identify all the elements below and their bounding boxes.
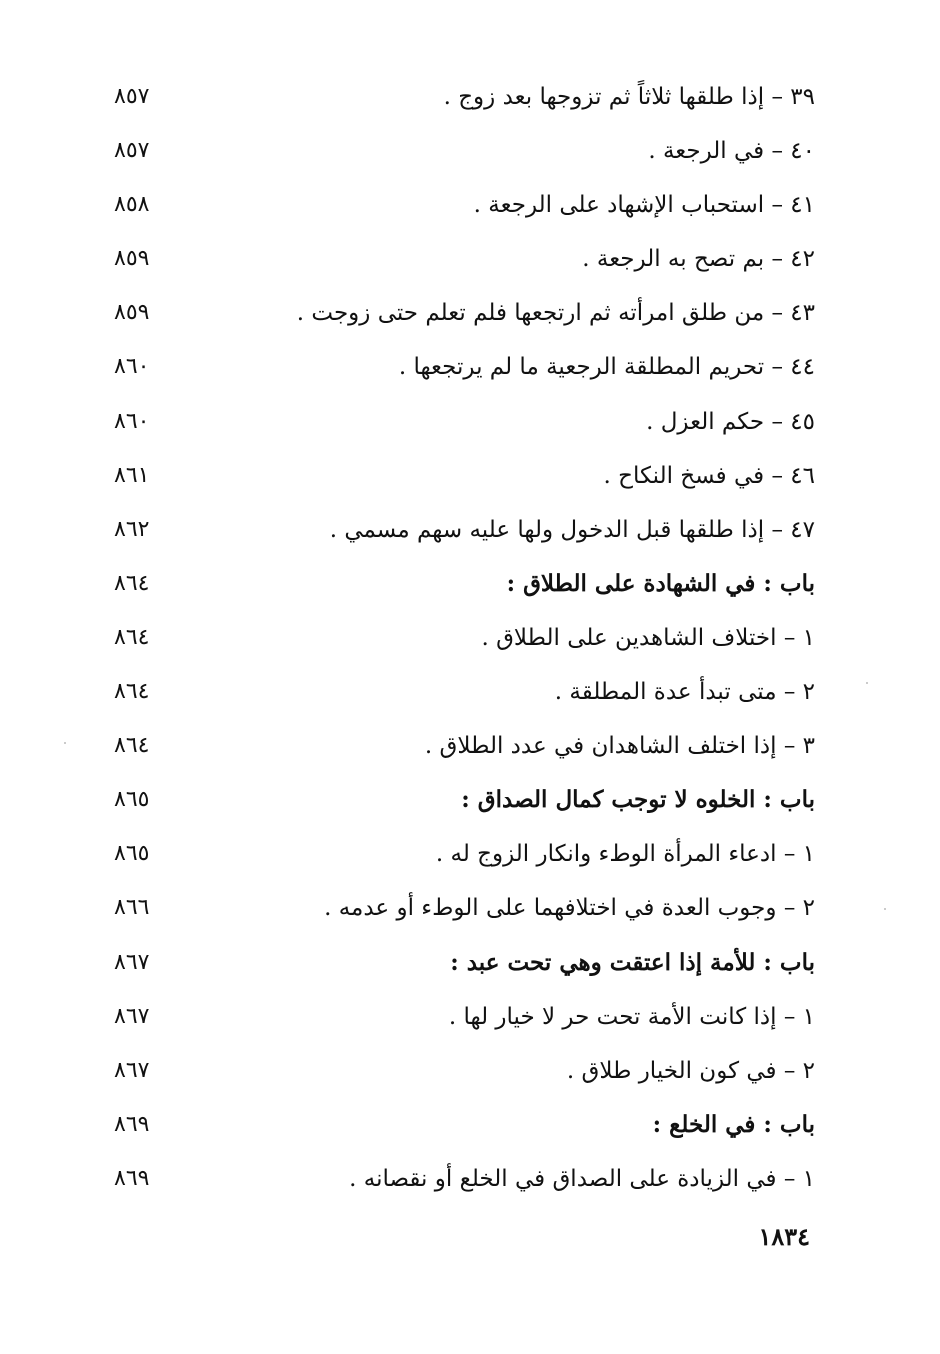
page-number: ١٨٣٤: [758, 1222, 810, 1251]
entry-page-number: ٨٦٧: [114, 1003, 150, 1029]
entry-page-number: ٨٦٤: [114, 679, 150, 705]
entry-page-number: ٨٦٠: [114, 408, 150, 434]
entry-page-number: ٨٥٨: [114, 192, 150, 218]
toc-section-heading: [100, 559, 815, 613]
toc-entry: [100, 883, 815, 937]
entry-title: ٤٦ – في فسخ النكاح .: [603, 462, 815, 489]
entry-title: ٤٢ – بم تصح به الرجعة .: [582, 246, 815, 273]
scan-speck: [866, 682, 868, 684]
toc-entry: [100, 1154, 815, 1208]
entry-title: ٢ – متى تبدأ عدة المطلقة .: [554, 679, 815, 706]
entry-title: ٢ – وجوب العدة في اختلافهما على الوطء أو عدمه .: [324, 895, 815, 922]
entry-page-number: ٨٦٥: [114, 841, 150, 867]
entry-title: ١ – ادعاء المرأة الوطء وانكار الزوج له .: [435, 841, 815, 868]
toc-entry: [100, 342, 815, 396]
entry-page-number: ٨٦٦: [114, 895, 150, 921]
entry-page-number: ٨٥٩: [114, 300, 150, 326]
toc-entry: [100, 451, 815, 505]
entry-title: ١ – إذا كانت الأمة تحت حر لا خيار لها .: [448, 1003, 815, 1030]
entry-page-number: ٨٥٩: [114, 246, 150, 272]
toc-section-heading: [100, 775, 815, 829]
section-heading-text: باب : في الخلع :: [652, 1110, 815, 1138]
entry-title: ٢ – في كون الخيار طلاق .: [566, 1057, 815, 1084]
entry-page-number: ٨٦٠: [114, 354, 150, 380]
entry-page-number: ٨٥٧: [114, 138, 150, 164]
toc-entry: [100, 288, 815, 342]
scan-speck: [884, 908, 886, 910]
entry-title: ١ – اختلاف الشاهدين على الطلاق .: [481, 624, 815, 651]
entry-title: ٤٤ – تحريم المطلقة الرجعية ما لم يرتجعها .: [398, 354, 815, 381]
entry-title: ٤٧ – إذا طلقها قبل الدخول ولها عليه سهم مسمي .: [329, 516, 815, 543]
entry-title: ٤٠ – في الرجعة .: [648, 138, 815, 165]
entry-page-number: ٨٦٤: [114, 733, 150, 759]
toc-entry: [100, 721, 815, 775]
entry-page-number: ٨٦١: [114, 462, 150, 488]
entry-page-number: ٨٦٧: [114, 949, 150, 975]
entry-title: ٣٩ – إذا طلقها ثلاثاً ثم تزوجها بعد زوج .: [443, 84, 815, 110]
scan-speck: [64, 742, 66, 744]
entry-page-number: ٨٥٧: [114, 84, 150, 109]
entry-title: ٤٥ – حكم العزل .: [646, 408, 815, 435]
toc-entry: [100, 1046, 815, 1100]
entry-page-number: ٨٦٥: [114, 787, 150, 813]
toc-section-heading: [100, 1100, 815, 1154]
toc-entry: [100, 667, 815, 721]
entry-title: ٣ – إذا اختلف الشاهدان في عدد الطلاق .: [424, 733, 815, 760]
toc-entry: [100, 126, 815, 180]
toc-entry: [100, 829, 815, 883]
entry-page-number: ٨٦٧: [114, 1057, 150, 1083]
toc-entry: [100, 72, 815, 126]
toc-entry: [100, 234, 815, 288]
entry-page-number: ٨٦٤: [114, 570, 150, 596]
entry-page-number: ٨٦٩: [114, 1111, 150, 1137]
toc-entry: [100, 397, 815, 451]
toc-section-heading: [100, 938, 815, 992]
table-of-contents: [100, 72, 815, 1208]
section-heading-text: باب : للأمة إذا اعتقت وهي تحت عبد :: [450, 948, 815, 976]
section-heading-text: باب : الخلوه لا توجب كمال الصداق :: [461, 786, 815, 814]
section-heading-text: باب : في الشهادة على الطلاق :: [506, 569, 815, 597]
entry-title: ٤١ – استحباب الإشهاد على الرجعة .: [473, 192, 815, 219]
toc-entry: [100, 613, 815, 667]
toc-entry: [100, 505, 815, 559]
entry-page-number: ٨٦٤: [114, 624, 150, 650]
entry-title: ١ – في الزيادة على الصداق في الخلع أو نقصانه .: [349, 1165, 815, 1192]
entry-title: ٤٣ – من طلق امرأته ثم ارتجعها فلم تعلم حتى زوجت .: [296, 300, 815, 327]
toc-entry: [100, 992, 815, 1046]
entry-page-number: ٨٦٢: [114, 516, 150, 542]
toc-entry: [100, 180, 815, 234]
entry-page-number: ٨٦٩: [114, 1165, 150, 1191]
